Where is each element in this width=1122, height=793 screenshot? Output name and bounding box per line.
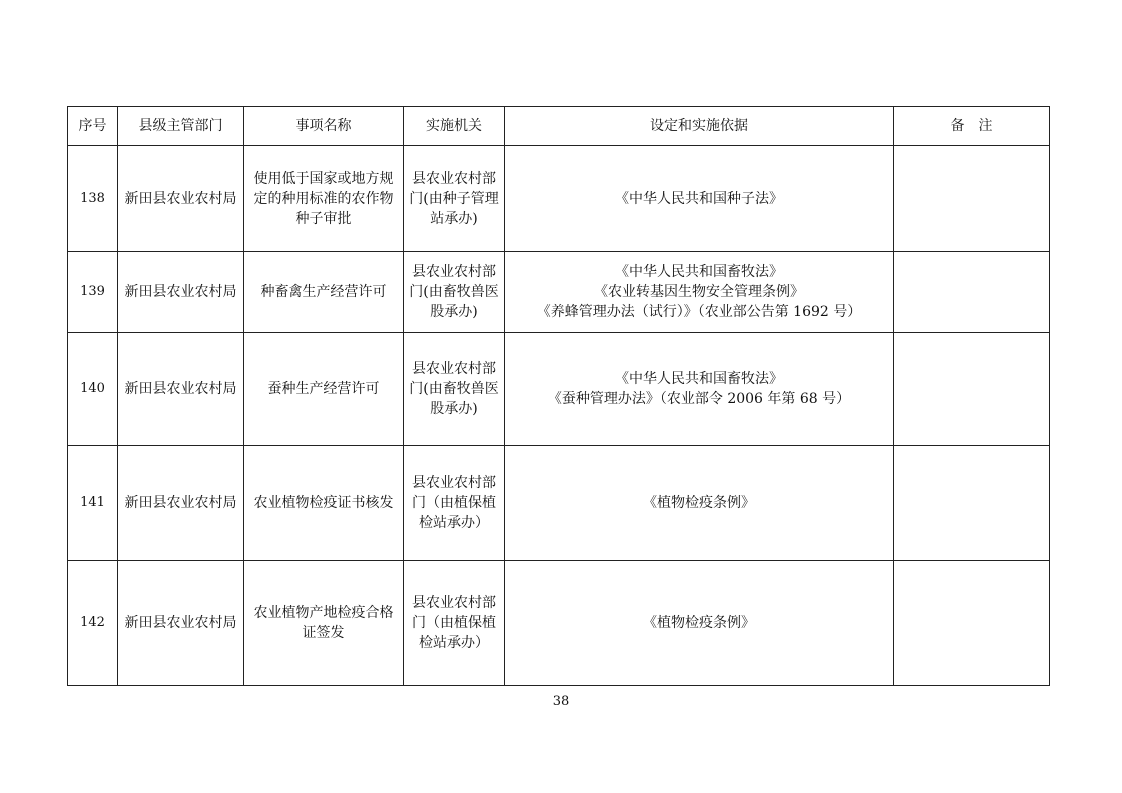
row-serial-number: 138 bbox=[68, 146, 118, 252]
header-legal-basis: 设定和实施依据 bbox=[505, 107, 894, 146]
basis-line: 《植物检疫条例》 bbox=[643, 615, 755, 631]
row-department: 新田县农业农村局 bbox=[118, 146, 244, 252]
row-department: 新田县农业农村局 bbox=[118, 561, 244, 686]
table-row bbox=[68, 561, 1050, 686]
row-legal-basis bbox=[505, 146, 894, 252]
row-legal-basis bbox=[505, 446, 894, 561]
table-row bbox=[68, 146, 1050, 252]
header-item-name: 事项名称 bbox=[244, 107, 404, 146]
row-legal-basis bbox=[505, 561, 894, 686]
table-row bbox=[68, 252, 1050, 333]
row-item-name: 蚕种生产经营许可 bbox=[244, 333, 404, 446]
row-legal-basis bbox=[505, 252, 894, 333]
basis-line: 《中华人民共和国畜牧法》 bbox=[615, 371, 783, 387]
basis-line: 《蚕种管理办法》（农业部令 2006 年第 68 号） bbox=[547, 391, 851, 407]
header-remarks: 备 注 bbox=[894, 107, 1050, 146]
row-legal-basis bbox=[505, 333, 894, 446]
row-item-name: 农业植物产地检疫合格证签发 bbox=[244, 561, 404, 686]
basis-line: 《中华人民共和国畜牧法》 bbox=[615, 264, 783, 280]
row-agency: 县农业农村部门（由植保植检站承办） bbox=[404, 561, 505, 686]
row-remarks bbox=[894, 446, 1050, 561]
row-item-name: 农业植物检疫证书核发 bbox=[244, 446, 404, 561]
row-remarks bbox=[894, 561, 1050, 686]
administrative-items-table bbox=[67, 106, 1050, 686]
row-item-name: 使用低于国家或地方规定的种用标准的农作物种子审批 bbox=[244, 146, 404, 252]
row-remarks bbox=[894, 146, 1050, 252]
row-department: 新田县农业农村局 bbox=[118, 252, 244, 333]
header-county-department: 县级主管部门 bbox=[118, 107, 244, 146]
table-header-row bbox=[68, 107, 1050, 146]
row-agency: 县农业农村部门（由植保植检站承办） bbox=[404, 446, 505, 561]
basis-line: 《养蜂管理办法（试行）》（农业部公告第 1692 号） bbox=[536, 304, 862, 320]
basis-line: 《植物检疫条例》 bbox=[643, 495, 755, 511]
page-number: 38 bbox=[552, 694, 570, 709]
row-remarks bbox=[894, 333, 1050, 446]
header-implementing-agency: 实施机关 bbox=[404, 107, 505, 146]
header-serial-number: 序号 bbox=[68, 107, 118, 146]
row-agency: 县农业农村部门(由畜牧兽医股承办) bbox=[404, 333, 505, 446]
table-row bbox=[68, 333, 1050, 446]
row-remarks bbox=[894, 252, 1050, 333]
basis-line: 《中华人民共和国种子法》 bbox=[615, 190, 783, 207]
basis-line: 《农业转基因生物安全管理条例》 bbox=[594, 284, 804, 300]
row-serial-number: 140 bbox=[68, 333, 118, 446]
row-item-name: 种畜禽生产经营许可 bbox=[244, 252, 404, 333]
row-department: 新田县农业农村局 bbox=[118, 446, 244, 561]
row-department: 新田县农业农村局 bbox=[118, 333, 244, 446]
row-serial-number: 139 bbox=[68, 252, 118, 333]
row-serial-number: 141 bbox=[68, 446, 118, 561]
row-agency: 县农业农村部门(由种子管理站承办) bbox=[404, 146, 505, 252]
row-agency: 县农业农村部门(由畜牧兽医股承办) bbox=[404, 252, 505, 333]
table-row bbox=[68, 446, 1050, 561]
row-serial-number: 142 bbox=[68, 561, 118, 686]
